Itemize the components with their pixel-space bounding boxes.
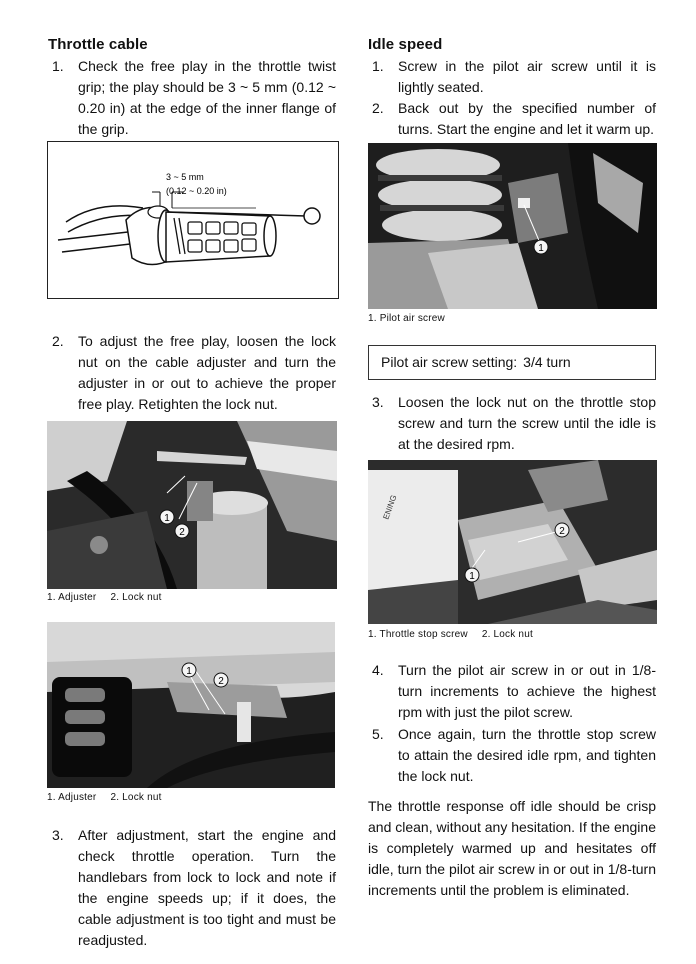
step-number: 2. — [52, 333, 64, 349]
caption-item: 2. Lock nut — [110, 792, 162, 803]
adjuster-photo-2 — [47, 622, 335, 788]
container-label-text: ENING — [381, 493, 399, 521]
step-number: 4. — [372, 662, 384, 678]
photo-marker-1: 1 — [186, 666, 192, 677]
throttle-grip-diagram — [47, 141, 339, 299]
throttle-stop-screw-photo — [368, 460, 657, 624]
caption-item: 1. Throttle stop screw — [368, 629, 468, 640]
step-text: Turn the pilot air screw in or out in 1/8-turn increments to achieve the highest rpm with just the pilot screw. — [398, 662, 656, 720]
caption-item: 2. Lock nut — [110, 592, 162, 603]
diagram-label-mm: 3 ~ 5 mm — [166, 172, 204, 182]
photo-marker-2: 2 — [559, 526, 565, 537]
pilot-air-screw-caption — [368, 313, 445, 324]
step-text: Back out by the specified number of turns. Start the engine and let it warm up. — [398, 100, 656, 137]
diagram-label-in: (0.12 ~ 0.20 in) — [166, 186, 227, 196]
photo-marker-2: 2 — [218, 676, 224, 687]
step-text: Check the free play in the throttle twist grip; the play should be 3 ~ 5 mm (0.12 ~ 0.20 in) at the edge of the inner flange of the grip. — [78, 58, 336, 137]
photo-marker-2: 2 — [179, 527, 185, 538]
step-number: 1. — [372, 58, 384, 74]
photo-marker-1: 1 — [469, 571, 475, 582]
photo-marker-1: 1 — [538, 243, 544, 254]
adjuster-photo-1 — [47, 421, 337, 589]
pilot-air-screw-setting-box — [368, 345, 656, 380]
step-number: 3. — [372, 394, 384, 410]
throttle-cable-heading: Throttle cable — [48, 36, 148, 53]
idle-speed-heading: Idle speed — [368, 36, 443, 53]
step-number: 5. — [372, 726, 384, 742]
step-number: 3. — [52, 827, 64, 843]
step-text: To adjust the free play, loosen the lock nut on the cable adjuster and turn the adjuster in or out to achieve the proper free play. Retighten the lock nut. — [78, 333, 336, 412]
step-text: Once again, turn the throttle stop screw to attain the desired idle rpm, and tighten the lock nut. — [398, 726, 656, 784]
throttle-stop-screw-caption — [368, 629, 533, 640]
step-text: Screw in the pilot air screw until it is lightly seated. — [398, 58, 656, 95]
caption-item: 1. Pilot air screw — [368, 313, 445, 324]
caption-item: 2. Lock nut — [481, 629, 533, 640]
closing-paragraph: The throttle response off idle should be crisp and clean, without any hesitation. If the engine is completely warmed up and hesitates off idle, turn the pilot air screw in or out in 1/8-turn increments until the problem is eliminated. — [368, 798, 656, 898]
adjuster-caption-2 — [47, 792, 162, 803]
pilot-air-screw-photo — [368, 143, 657, 309]
step-text: Loosen the lock nut on the throttle stop screw and turn the screw until the idle is at the desired rpm. — [398, 394, 656, 452]
photo-marker-1: 1 — [164, 513, 170, 524]
step-number: 2. — [372, 100, 384, 116]
adjuster-caption-1 — [47, 592, 162, 603]
caption-item: 1. Adjuster — [47, 792, 97, 803]
setting-label: Pilot air screw setting: — [381, 354, 518, 370]
caption-item: 1. Adjuster — [47, 592, 97, 603]
step-text: After adjustment, start the engine and check throttle operation. Turn the handlebars from lock to lock and note if the engine speeds up; if it does, the cable adjustment is too tight and must be readjusted. — [78, 827, 336, 948]
step-number: 1. — [52, 58, 64, 74]
setting-value: 3/4 turn — [523, 354, 571, 370]
